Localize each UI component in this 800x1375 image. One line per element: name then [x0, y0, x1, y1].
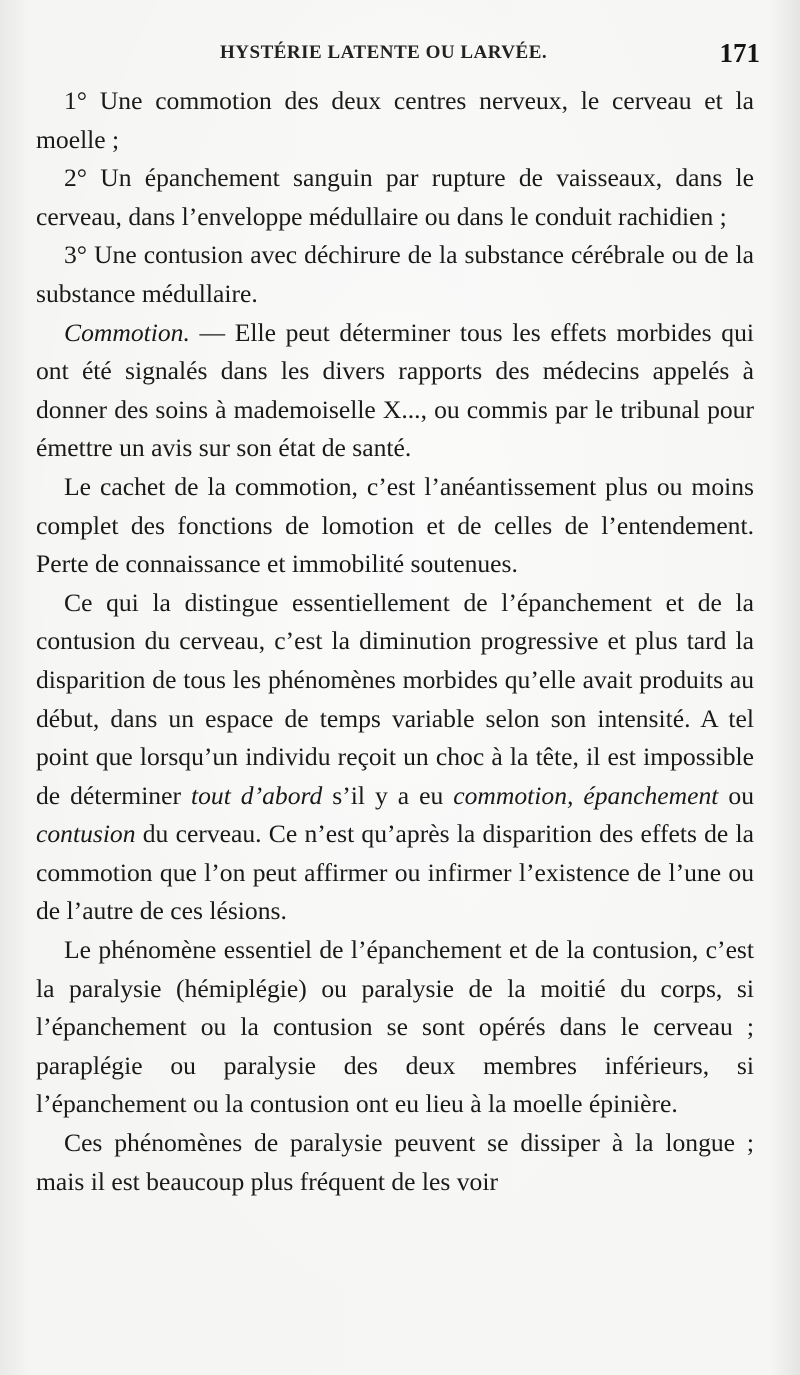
body-text: [36, 82, 754, 1201]
section-lead-commotion: Commotion.: [64, 317, 190, 347]
paragraph-8: Ces phénomènes de paralysie peuvent se dissiper à la longue ; mais il est beaucoup plus fréquent de les voir: [36, 1128, 754, 1196]
paragraph-6-part-c: ou: [718, 780, 754, 810]
paragraph-6-part-a: Ce qui la distingue essentiellement de l’épanchement et de la contusion du cerveau, c’est la diminution progressive et plus tard la disparition de tous les phénomènes morbides qu’elle avait produits au début, dans un espace de temps variable selon son intensité. A tel point que lorsqu’un individu reçoit un choc à la tête, il est impossible de déterminer: [36, 587, 754, 810]
paragraph-2: 2° Un épanchement sanguin par rupture de vaisseaux, dans le cerveau, dans l’enveloppe médullaire ou dans le conduit rachidien ;: [36, 163, 754, 231]
paragraph-6: [36, 584, 754, 931]
page-header: [38, 28, 762, 68]
paragraph-6-part-b: s’il y a eu: [322, 780, 454, 810]
emphasis-contusion: contusion: [36, 819, 136, 849]
page-number: 171: [719, 38, 760, 68]
emphasis-tout-dabord: tout d’abord: [190, 780, 323, 810]
paragraph-commotion: [36, 314, 754, 468]
paragraph-1: 1° Une commotion des deux centres nerveux, le cerveau et la moelle ;: [36, 86, 754, 154]
paragraph-commotion-text: — Elle peut déterminer tous les effets morbides qui ont été signalés dans les divers rapports des médecins appelés à donner des soins à mademoiselle X..., ou commis par le tribunal pour émettre un avis sur son état de santé.: [36, 317, 754, 463]
running-head: HYSTÉRIE LATENTE OU LARVÉE.: [220, 42, 548, 63]
paragraph-7: Le phénomène essentiel de l’épanchement et de la contusion, c’est la paralysie (hémiplégie) ou paralysie de la moitié du corps, si l’épanchement ou la contusion se sont opérés dans le cerveau ; paraplégie ou paralysie des deux membres inférieurs, si l’épanchement ou la contusion ont eu lieu à la moelle épinière.: [36, 935, 754, 1119]
paragraph-3: 3° Une contusion avec déchirure de la substance cérébrale ou de la substance médullaire.: [36, 240, 754, 308]
paragraph-5: Le cachet de la commotion, c’est l’anéantissement plus ou moins complet des fonctions de lomotion et de celles de l’entendement. Perte de connaissance et immobilité soutenues.: [36, 471, 754, 579]
emphasis-commotion-epanchement: commotion, épanchement: [453, 780, 719, 810]
paragraph-6-part-d: du cerveau. Ce n’est qu’après la disparition des effets de la commotion que l’on peut affirmer ou infirmer l’existence de l’une ou de l’autre de ces lésions.: [36, 819, 754, 926]
